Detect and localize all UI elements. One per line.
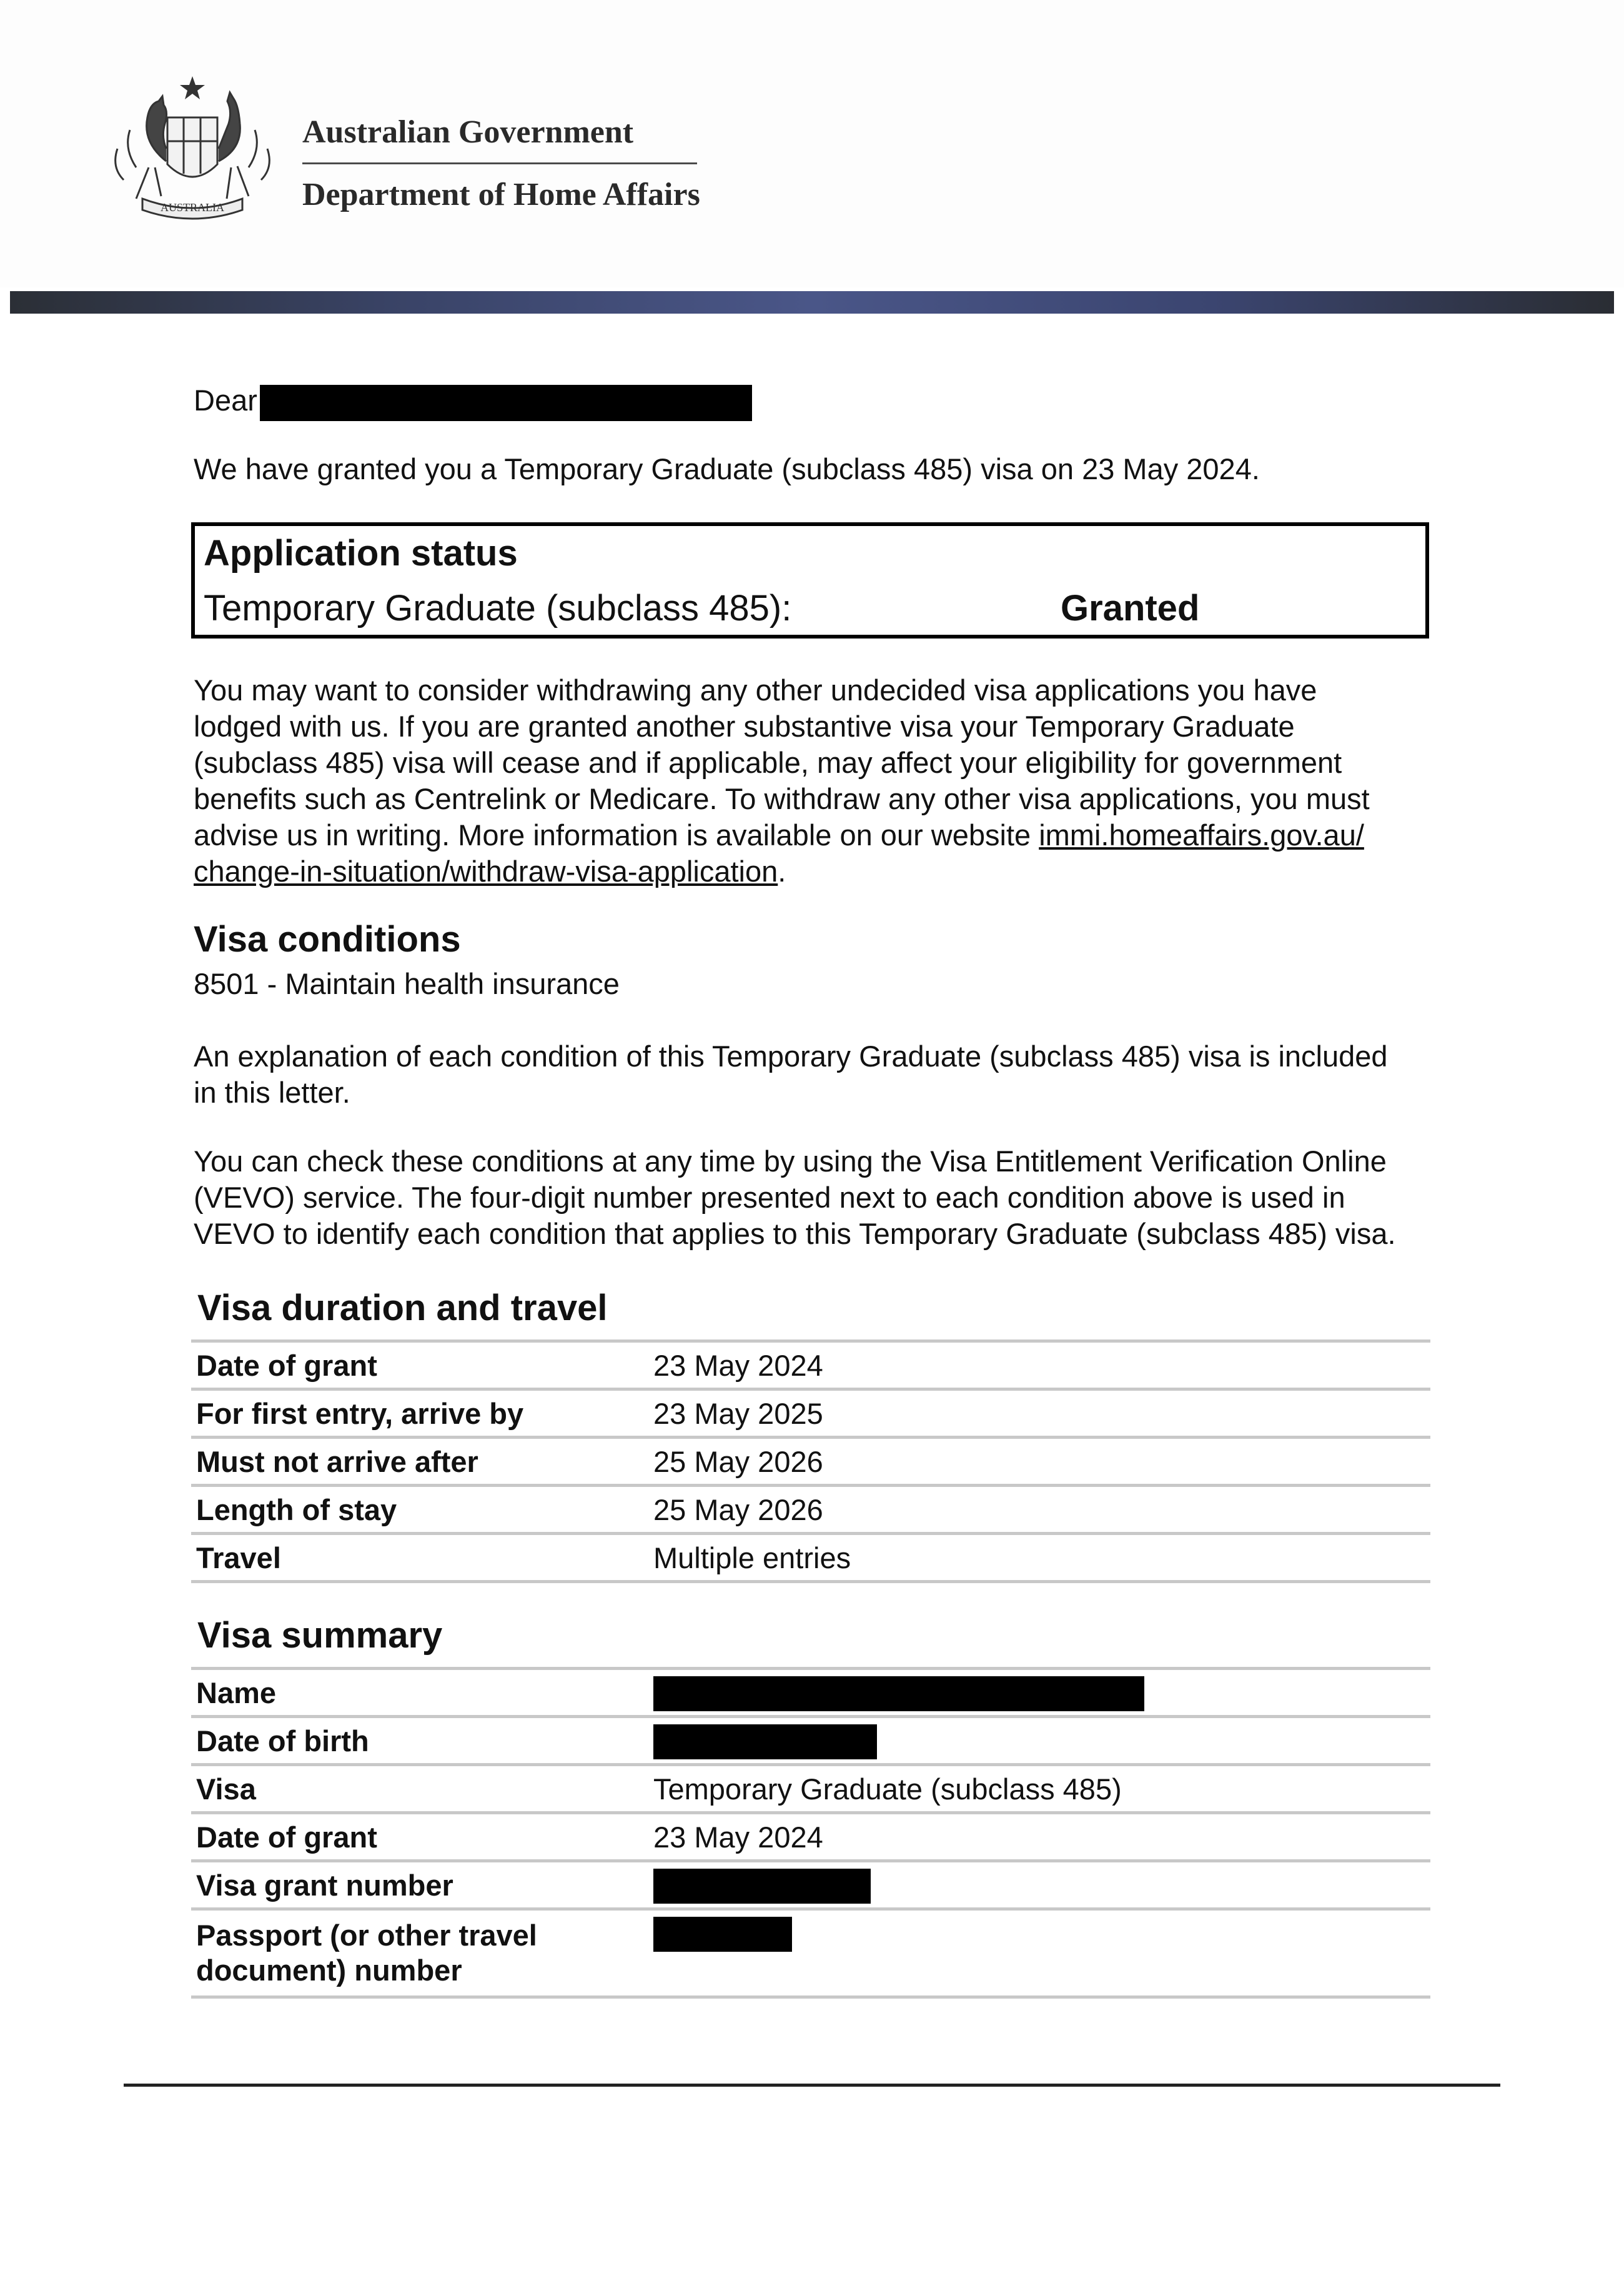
row-label: Name	[191, 1669, 648, 1717]
visa-duration-table	[191, 1339, 1430, 1583]
redacted-recipient-name	[260, 385, 752, 421]
conditions-explanation	[194, 1038, 1437, 1111]
row-value: 25 May 2026	[648, 1486, 1430, 1534]
paragraph-line	[194, 853, 1437, 890]
condition-item: 8501 - Maintain health insurance	[194, 967, 620, 1000]
paragraph-period: .	[778, 855, 786, 888]
table-row	[191, 1389, 1430, 1438]
status-heading: Application status	[204, 533, 518, 574]
table-row	[191, 1486, 1430, 1534]
vevo-paragraph	[194, 1143, 1437, 1252]
table-row	[191, 1341, 1430, 1389]
paragraph-line: You may want to consider withdrawing any other undecided visa applications you have	[194, 673, 1317, 707]
paragraph-text: advise us in writing. More information is available on our website	[194, 818, 1039, 852]
paragraph-line: You can check these conditions at any time by using the Visa Entitlement Verification Online	[194, 1145, 1387, 1178]
header-divider	[302, 162, 697, 164]
table-row	[191, 1438, 1430, 1486]
paragraph-line: lodged with us. If you are granted another substantive visa your Temporary Graduate	[194, 710, 1295, 743]
salutation-text: Dear	[194, 384, 257, 417]
table-row	[191, 1909, 1430, 1997]
redacted-grant-number	[653, 1869, 871, 1904]
salutation	[194, 382, 1437, 421]
row-value	[648, 1669, 1430, 1717]
header-band	[10, 291, 1614, 314]
row-label: Visa	[191, 1765, 648, 1813]
row-label: Length of stay	[191, 1486, 648, 1534]
row-value	[648, 1861, 1430, 1909]
visa-summary-table	[191, 1667, 1430, 1999]
letterhead	[0, 0, 1624, 287]
footer-divider	[124, 2084, 1500, 2087]
row-label: Date of birth	[191, 1717, 648, 1765]
paragraph-line: VEVO to identify each condition that applies to this Temporary Graduate (subclass 485) visa.	[194, 1217, 1396, 1250]
row-label: Date of grant	[191, 1341, 648, 1389]
paragraph-line: (VEVO) service. The four-digit number presented next to each condition above is used in	[194, 1181, 1345, 1214]
application-status-box	[191, 522, 1429, 639]
paragraph-line: in this letter.	[194, 1076, 350, 1109]
row-label: For first entry, arrive by	[191, 1389, 648, 1438]
status-value: Granted	[1061, 588, 1200, 629]
crest-motto: AUSTRALIA	[161, 201, 224, 214]
coat-of-arms-icon	[99, 74, 286, 224]
government-name: Australian Government	[302, 114, 634, 150]
table-row	[191, 1813, 1430, 1861]
row-label: Visa grant number	[191, 1861, 648, 1909]
row-value: 23 May 2024	[648, 1341, 1430, 1389]
visa-conditions-heading: Visa conditions	[194, 919, 461, 960]
table-row	[191, 1534, 1430, 1582]
table-row	[191, 1669, 1430, 1717]
row-label: Passport (or other travel document) number	[191, 1909, 648, 1997]
row-value	[648, 1909, 1430, 1997]
visa-duration-heading: Visa duration and travel	[197, 1288, 608, 1328]
withdraw-paragraph	[194, 672, 1437, 890]
redacted-passport-number	[653, 1917, 792, 1952]
redacted-date-of-birth	[653, 1724, 877, 1759]
row-value: 23 May 2025	[648, 1389, 1430, 1438]
row-label: Date of grant	[191, 1813, 648, 1861]
row-value	[648, 1717, 1430, 1765]
grant-intro: We have granted you a Temporary Graduate (subclass 485) visa on 23 May 2024.	[194, 452, 1260, 485]
paragraph-line: benefits such as Centrelink or Medicare. To withdraw any other visa applications, you must	[194, 782, 1370, 815]
table-row	[191, 1861, 1430, 1909]
withdraw-link-part2[interactable]: change-in-situation/withdraw-visa-application	[194, 855, 778, 888]
row-value: 23 May 2024	[648, 1813, 1430, 1861]
status-visa-label: Temporary Graduate (subclass 485):	[204, 588, 792, 629]
row-value: Multiple entries	[648, 1534, 1430, 1582]
redacted-name	[653, 1676, 1144, 1711]
department-name: Department of Home Affairs	[302, 177, 700, 212]
table-row	[191, 1717, 1430, 1765]
row-label: Must not arrive after	[191, 1438, 648, 1486]
table-row	[191, 1765, 1430, 1813]
row-label: Travel	[191, 1534, 648, 1582]
row-value: 25 May 2026	[648, 1438, 1430, 1486]
paragraph-line: (subclass 485) visa will cease and if applicable, may affect your eligibility for government	[194, 746, 1342, 779]
paragraph-line	[194, 817, 1437, 853]
withdraw-link-part1[interactable]: immi.homeaffairs.gov.au/	[1039, 818, 1364, 852]
visa-summary-heading: Visa summary	[197, 1615, 443, 1656]
row-value: Temporary Graduate (subclass 485)	[648, 1765, 1430, 1813]
paragraph-line: An explanation of each condition of this Temporary Graduate (subclass 485) visa is included	[194, 1040, 1388, 1073]
